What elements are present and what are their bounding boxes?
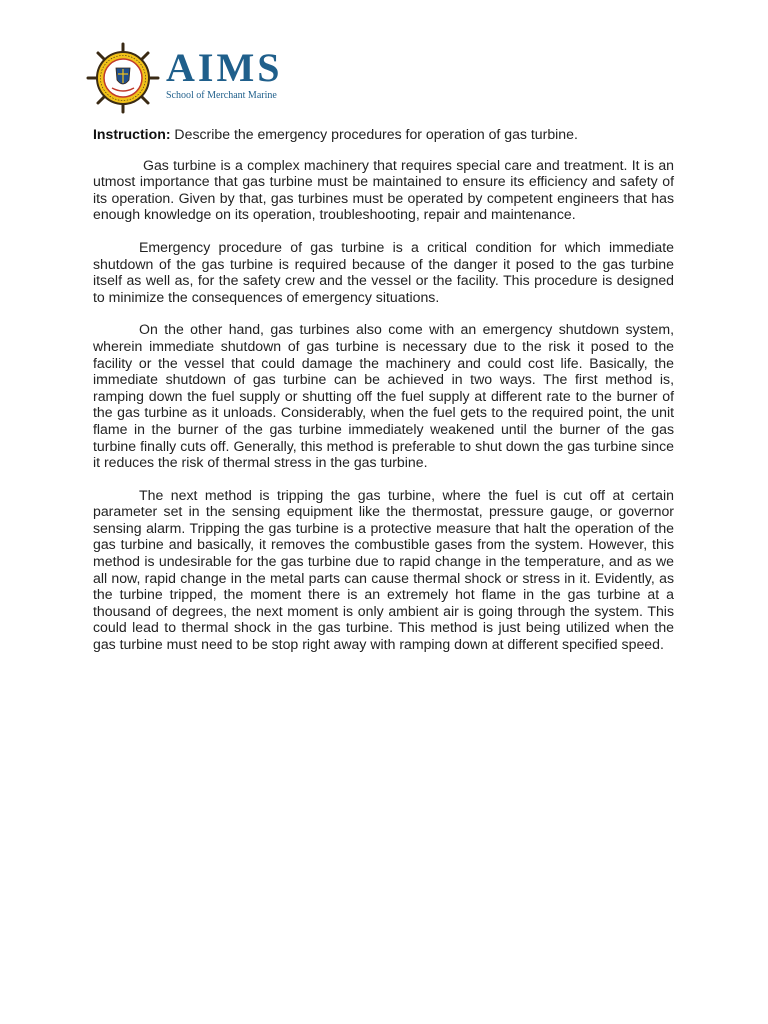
- paragraph: Gas turbine is a complex machinery that requires special care and treatment. It is an utmost importance that gas turbine must be maintained to ensure its efficiency and safety of its operation. Given by that, gas turbines must be operated by competent engineers that has enough knowledge on its operation, troubleshooting, repair and maintenance.: [93, 156, 674, 223]
- brand-subtitle: School of Merchant Marine: [166, 90, 277, 101]
- brand-block: [166, 45, 283, 101]
- ship-wheel-seal-icon: [86, 42, 160, 114]
- instruction-text: Describe the emergency procedures for operation of gas turbine.: [170, 126, 578, 142]
- paragraph: Emergency procedure of gas turbine is a critical condition for which immediate shutdown of the gas turbine is required because of the danger it posed to the gas turbine itself as well as, for the safety crew and the vessel or the facility. This procedure is designed to minimize the consequences of emergency situations.: [93, 238, 674, 305]
- paragraph: The next method is tripping the gas turbine, where the fuel is cut off at certain parameter set in the sensing equipment like the thermostat, pressure gauge, or governor sensing alarm. Tripping the gas turbine is a protective measure that halt the operation of the gas turbine and basically, it removes the combustible gases from the system. However, this method is undesirable for the gas turbine due to rapid change in the temperature, and as we all now, rapid change in the metal parts can cause thermal shock or stress in it. Evidently, as the turbine tripped, the moment there is an extremely hot flame in the gas turbine at a thousand of degrees, the next moment is only ambient air is going through the system. This could lead to thermal shock in the gas turbine. This method is just being utilized when the gas turbine must need to be stop right away with ramping down at different specified speed.: [93, 486, 674, 653]
- paragraph: On the other hand, gas turbines also come with an emergency shutdown system, wherein immediate shutdown of gas turbine is necessary due to the risk it posed to the facility or the vessel that could damage the machinery and could cost life. Basically, the immediate shutdown of gas turbine can be achieved in two ways. The first method is, ramping down the fuel supply or shutting off the fuel supply at different rate to the burner of the gas turbine as it unloads. Considerably, when the fuel gets to the required point, the unit flame in the burner of the gas turbine immediately weakened until the burner of the gas turbine finally cuts off. Generally, this method is preferable to shut down the gas turbine since it reduces the risk of thermal stress in the gas turbine.: [93, 321, 674, 471]
- document-body: [93, 126, 674, 669]
- letterhead: [86, 42, 346, 114]
- instruction-label: Instruction:: [93, 126, 171, 142]
- brand-name: AIMS: [166, 45, 283, 90]
- instruction-line: [93, 126, 674, 143]
